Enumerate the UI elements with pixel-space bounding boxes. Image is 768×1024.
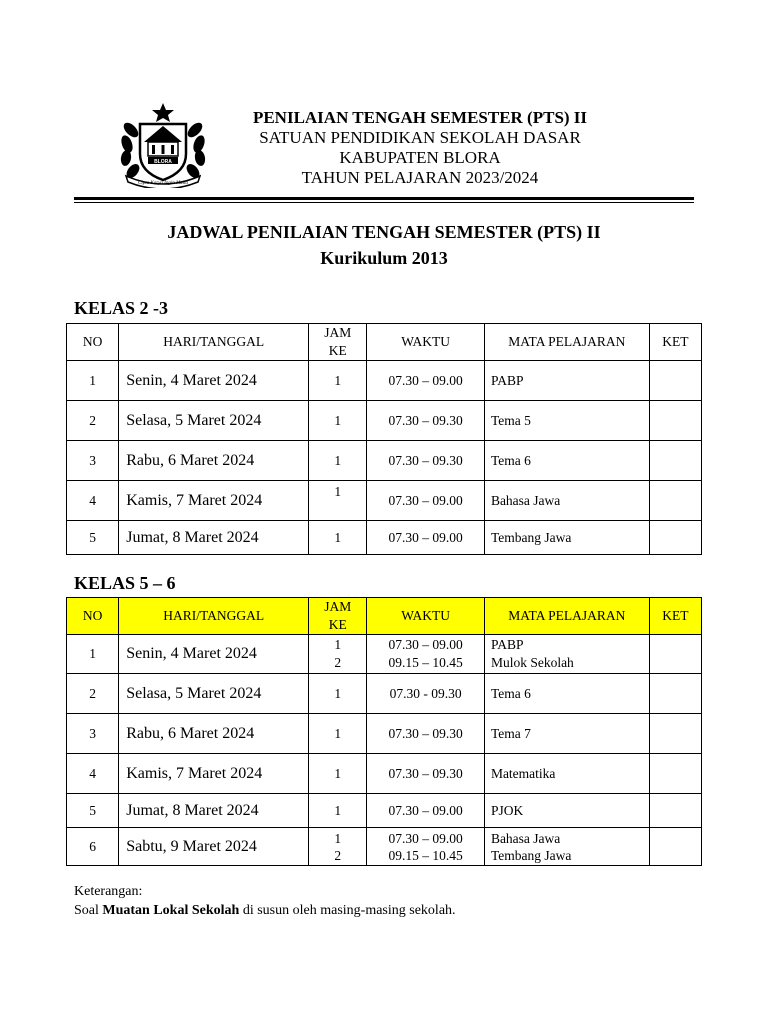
cell-no: 3 [67, 714, 119, 754]
page-title: JADWAL PENILAIAN TENGAH SEMESTER (PTS) II [167, 222, 601, 242]
section-label-kelas-5-6: KELAS 5 – 6 [74, 573, 176, 593]
cell-waktu: 07.30 – 09.30 [367, 714, 485, 754]
col-header-mapel: MATA PELAJARAN [484, 598, 649, 635]
cell-mapel: Bahasa Jawa [484, 481, 649, 521]
cell-ket [649, 674, 701, 714]
cell-no: 5 [67, 521, 119, 555]
cell-no: 4 [67, 754, 119, 794]
cell-ket [649, 714, 701, 754]
cell-no: 4 [67, 481, 119, 521]
col-header-jam-line1: JAM [324, 599, 352, 614]
footnote-prefix: Soal [74, 903, 103, 918]
cell-mapel-value: Bahasa Jawa [490, 830, 561, 846]
cell-ket [649, 481, 701, 521]
page-subtitle: Kurikulum 2013 [320, 248, 448, 268]
cell-ket [649, 441, 701, 481]
cell-no: 1 [67, 361, 119, 401]
table-row [67, 714, 702, 754]
col-header-jam [309, 598, 367, 635]
col-header-jam-line1: JAM [324, 325, 352, 340]
cell-waktu-value: 07.30 – 09.00 [388, 637, 463, 652]
footnote-suffix: di susun oleh masing-masing sekolah. [239, 903, 456, 918]
cell-mapel: Matematika [484, 754, 649, 794]
cell-waktu [367, 828, 485, 866]
cell-jam: 1 [309, 794, 367, 828]
cell-date: Sabtu, 9 Maret 2024 [119, 828, 309, 866]
cell-ket [649, 635, 701, 674]
header-line-regency: KABUPATEN BLORA [339, 148, 501, 167]
cell-waktu: 07.30 – 09.30 [367, 441, 485, 481]
cell-ket [649, 754, 701, 794]
table-row [67, 521, 702, 555]
col-header-waktu: WAKTU [367, 598, 485, 635]
col-header-no: NO [67, 324, 119, 361]
col-header-jam-line2: KE [328, 343, 347, 358]
col-header-waktu: WAKTU [367, 324, 485, 361]
cell-mapel: Tema 6 [484, 674, 649, 714]
col-header-date: HARI/TANGGAL [119, 324, 309, 361]
cell-jam [309, 481, 367, 521]
cell-waktu-value: 09.15 – 10.45 [388, 655, 463, 670]
footnote-bold-term: Muatan Lokal Sekolah [102, 903, 240, 918]
cell-mapel: Tema 7 [484, 714, 649, 754]
letterhead [200, 108, 640, 188]
col-header-ket: KET [649, 324, 701, 361]
footnote-text [74, 901, 456, 920]
table-row [67, 441, 702, 481]
cell-date: Rabu, 6 Maret 2024 [119, 441, 309, 481]
table-row [67, 754, 702, 794]
col-header-jam-line2: KE [328, 617, 347, 632]
cell-jam: 1 [309, 521, 367, 555]
cell-no: 3 [67, 441, 119, 481]
cell-jam: 1 [309, 401, 367, 441]
seal-motto: Cipta Karya Ingin Mulia [138, 181, 188, 186]
cell-mapel [484, 635, 649, 674]
table-row [67, 401, 702, 441]
cell-mapel: Tema 6 [484, 441, 649, 481]
cell-date: Rabu, 6 Maret 2024 [119, 714, 309, 754]
cell-jam: 1 [309, 714, 367, 754]
cell-waktu: 07.30 – 09.30 [367, 401, 485, 441]
table-row [67, 828, 702, 866]
seal-label: BLORA [154, 159, 172, 165]
cell-jam: 1 [309, 674, 367, 714]
header-rule-thick [74, 197, 694, 200]
header-line-year: TAHUN PELAJARAN 2023/2024 [301, 168, 539, 187]
cell-no: 2 [67, 674, 119, 714]
cell-waktu [367, 635, 485, 674]
table-row [67, 674, 702, 714]
cell-mapel: Tema 5 [484, 401, 649, 441]
cell-waktu: 07.30 – 09.00 [367, 361, 485, 401]
cell-waktu: 07.30 – 09.00 [367, 521, 485, 555]
cell-mapel: PJOK [484, 794, 649, 828]
cell-no: 1 [67, 635, 119, 674]
cell-ket [649, 828, 701, 866]
cell-jam-value: 1 [334, 830, 342, 846]
col-header-mapel: MATA PELAJARAN [484, 324, 649, 361]
col-header-jam [309, 324, 367, 361]
cell-ket [649, 401, 701, 441]
cell-ket [649, 521, 701, 555]
table-row [67, 635, 702, 674]
footnote-heading: Keterangan: [74, 884, 143, 899]
cell-no: 6 [67, 828, 119, 866]
cell-date: Kamis, 7 Maret 2024 [119, 754, 309, 794]
table-row [67, 794, 702, 828]
col-header-date: HARI/TANGGAL [119, 598, 309, 635]
table-row [67, 481, 702, 521]
cell-ket [649, 794, 701, 828]
cell-waktu: 07.30 – 09.00 [367, 794, 485, 828]
cell-jam-value: 1 [334, 483, 342, 499]
cell-date: Selasa, 5 Maret 2024 [119, 674, 309, 714]
cell-date: Senin, 4 Maret 2024 [119, 361, 309, 401]
cell-date: Jumat, 8 Maret 2024 [119, 794, 309, 828]
footnote [74, 882, 456, 920]
cell-mapel-value: PABP [490, 637, 524, 652]
cell-no: 5 [67, 794, 119, 828]
cell-date: Kamis, 7 Maret 2024 [119, 481, 309, 521]
cell-jam [309, 635, 367, 674]
cell-jam: 1 [309, 441, 367, 481]
cell-ket [649, 361, 701, 401]
table-row [67, 361, 702, 401]
cell-mapel [484, 828, 649, 866]
cell-no: 2 [67, 401, 119, 441]
cell-mapel-value: Mulok Sekolah [490, 655, 574, 670]
col-header-no: NO [67, 598, 119, 635]
cell-waktu: 07.30 – 09.00 [367, 481, 485, 521]
header-rule-thin [74, 202, 694, 203]
cell-waktu-value: 07.30 – 09.00 [388, 830, 463, 846]
cell-mapel: Tembang Jawa [484, 521, 649, 555]
cell-date: Selasa, 5 Maret 2024 [119, 401, 309, 441]
cell-date: Jumat, 8 Maret 2024 [119, 521, 309, 555]
cell-waktu-value: 09.15 – 10.45 [388, 847, 463, 863]
cell-jam: 1 [309, 754, 367, 794]
header-line-exam: PENILAIAN TENGAH SEMESTER (PTS) II [252, 108, 588, 127]
cell-jam: 1 [309, 361, 367, 401]
cell-jam-value: 1 [334, 637, 342, 652]
blora-regency-seal-logo [118, 102, 208, 188]
schedule-table-kelas-2-3 [66, 323, 702, 555]
header-line-unit: SATUAN PENDIDIKAN SEKOLAH DASAR [259, 128, 581, 147]
col-header-ket: KET [649, 598, 701, 635]
section-label-kelas-2-3: KELAS 2 -3 [74, 298, 169, 318]
table-header-row [67, 598, 702, 635]
table-header-row [67, 324, 702, 361]
schedule-table-kelas-5-6 [66, 597, 702, 866]
cell-mapel: PABP [484, 361, 649, 401]
cell-mapel-value: Tembang Jawa [490, 847, 572, 863]
cell-jam-value: 2 [334, 655, 342, 670]
cell-jam-value: 2 [334, 847, 342, 863]
cell-waktu: 07.30 - 09.30 [367, 674, 485, 714]
cell-jam [309, 828, 367, 866]
cell-waktu: 07.30 – 09.30 [367, 754, 485, 794]
cell-date: Senin, 4 Maret 2024 [119, 635, 309, 674]
